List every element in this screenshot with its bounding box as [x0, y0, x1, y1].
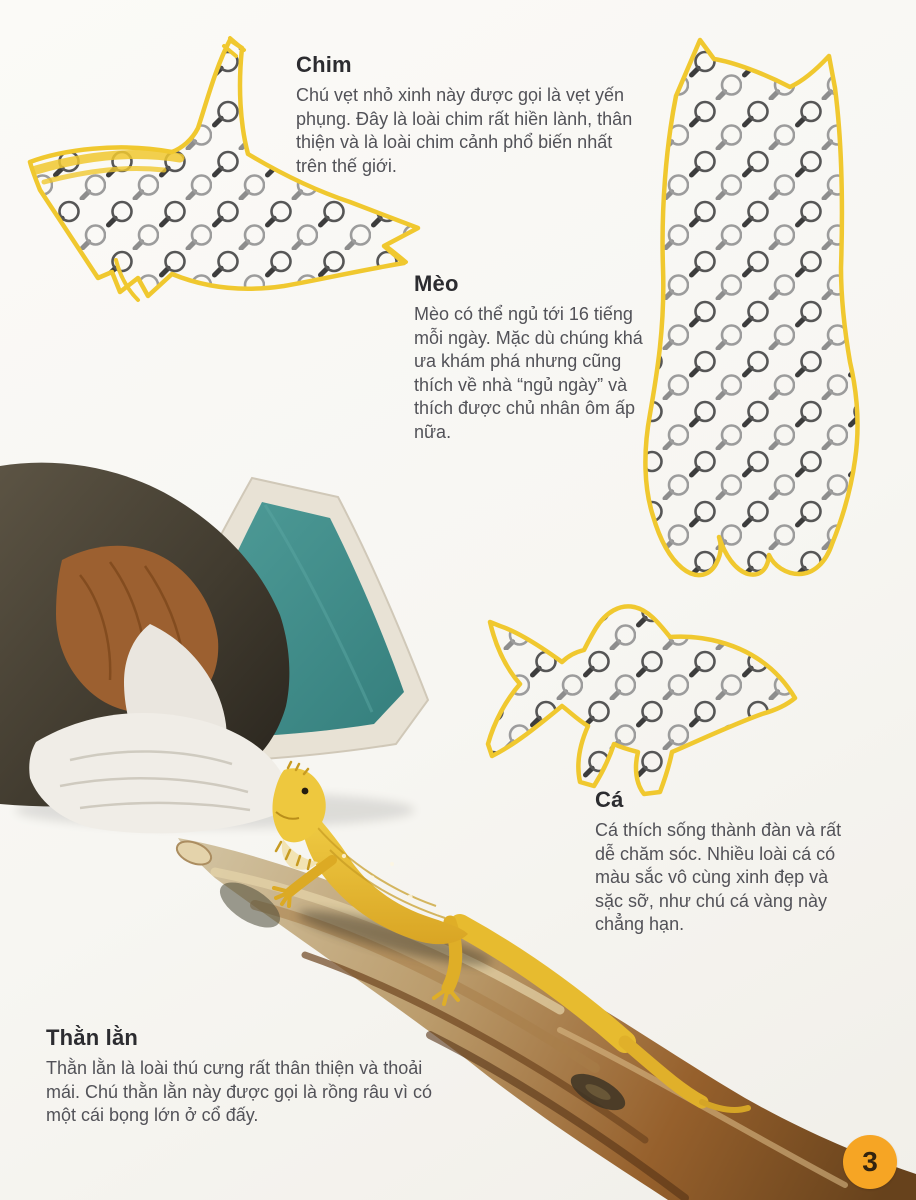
sleeping-dog-photo — [0, 463, 428, 834]
section-heading-fish: Cá — [595, 787, 624, 812]
section-heading-lizard: Thằn lằn — [46, 1025, 139, 1050]
section-body-fish: Cá thích sống thành đàn và rất dễ chăm sóc. Nhiều loài cá có màu sắc vô cùng xinh đẹp và sặc sỡ, như chú cá vàng này chẳng hạn. — [595, 820, 842, 934]
section-fish — [595, 787, 847, 937]
section-body-bird: Chú vẹt nhỏ xinh này được gọi là vẹt yến phụng. Đây là loài chim rất hiền lành, thân thiện và là loài chim cảnh phổ biến nhất trên thế giới. — [296, 85, 633, 176]
page-number-badge: 3 — [843, 1135, 897, 1189]
fish-silhouette — [488, 606, 795, 794]
section-heading-cat: Mèo — [414, 271, 459, 296]
section-cat — [414, 271, 646, 444]
section-body-lizard: Thằn lằn là loài thú cưng rất thân thiện và thoải mái. Chú thằn lằn này được gọi là rồng râu vì có một cái bọng lớn ở cổ đấy. — [46, 1058, 433, 1125]
section-lizard — [46, 1025, 448, 1128]
section-heading-bird: Chim — [296, 52, 352, 77]
cat-silhouette — [645, 40, 857, 575]
section-body-cat: Mèo có thể ngủ tới 16 tiếng mỗi ngày. Mặc dù chúng khá ưa khám phá nhưng cũng thích về nhà “ngủ ngày” và thích được chủ nhân ôm ấp nữa. — [414, 304, 643, 442]
section-bird — [296, 52, 638, 178]
lizard-eye — [302, 788, 309, 795]
